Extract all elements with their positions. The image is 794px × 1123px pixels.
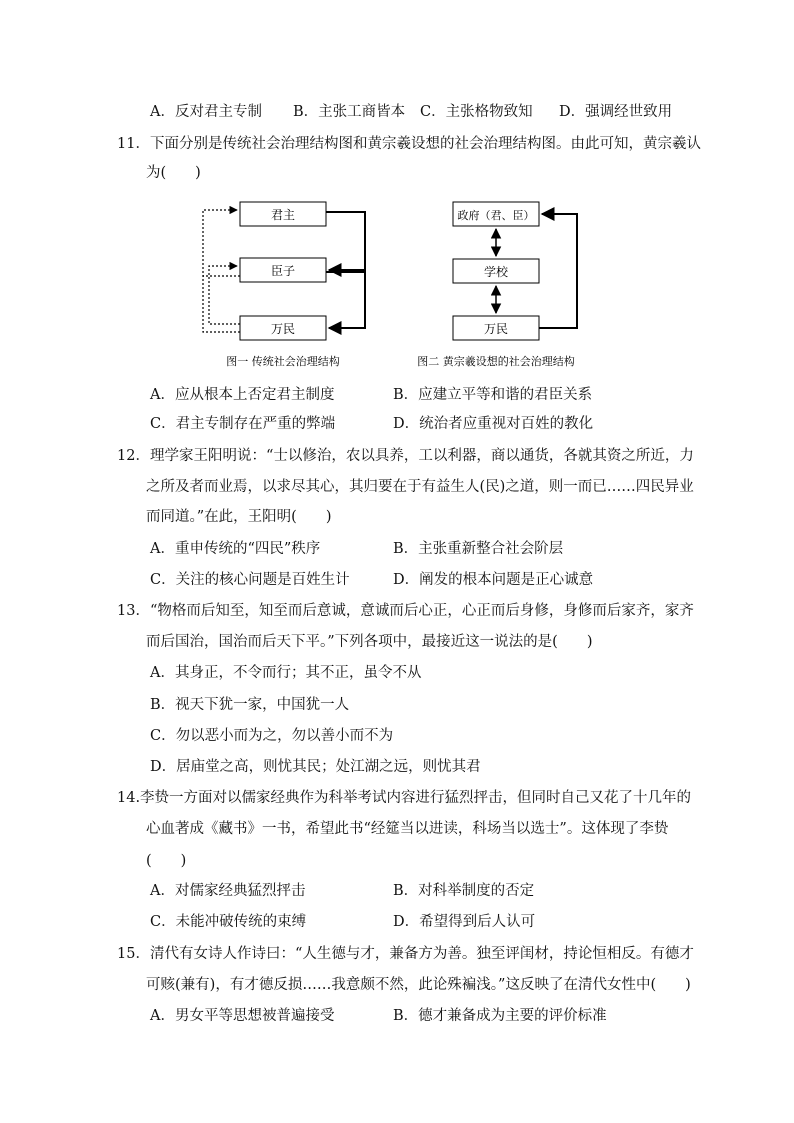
q12-option-a: A．重申传统的“四民”秩序 — [150, 541, 321, 557]
q13-option-d: D．居庙堂之高，则忧其民；处江湖之远，则忧其君 — [150, 759, 481, 775]
q12-stem-line3: 而同道。”在此，王阳明( ) — [146, 509, 332, 525]
q13-option-c: C．勿以恶小而为之，勿以善小而不为 — [150, 728, 394, 744]
q11-option-b: B．应建立平等和谐的君臣关系 — [393, 387, 593, 403]
fig2-box-government-label: 政府（君、臣） — [457, 209, 535, 222]
fig2-arrow-people-to-government — [539, 214, 577, 328]
fig1-box-monarch-label: 君主 — [270, 208, 296, 222]
q14-option-c: C．未能冲破传统的束缚 — [150, 914, 307, 930]
q14-option-a: A．对儒家经典猛烈抨击 — [150, 883, 306, 899]
q11-stem-line1: 11．下面分别是传统社会治理结构图和黄宗羲设想的社会治理结构图。由此可知，黄宗羲认 — [117, 136, 701, 152]
q10-option-d: D．强调经世致用 — [559, 104, 673, 120]
q15-stem-line1: 15．清代有女诗人作诗曰：“人生德与才，兼备方为善。独至评闺材，持论恒相反。有德才 — [117, 946, 694, 962]
q14-stem-line1: 14.李贽一方面对以儒家经典作为科举考试内容进行猛烈抨击，但同时自己又花了十几年的 — [117, 790, 692, 806]
q15-stem-line2: 可赅(兼有)，有才德反损……我意颇不然，此论殊褊浅。”这反映了在清代女性中( ) — [146, 977, 691, 993]
q11-option-c: C．君主专制存在严重的弊端 — [150, 416, 336, 432]
q15-option-b: B．德才兼备成为主要的评价标准 — [393, 1008, 607, 1024]
q11-figures — [195, 192, 595, 372]
q11-option-d: D．统治者应重视对百姓的教化 — [393, 416, 594, 432]
q13-option-b: B．视天下犹一家，中国犹一人 — [150, 697, 350, 713]
q13-option-a: A．其身正，不令而行；其不正，虽令不从 — [150, 665, 422, 681]
figure-2-huang-zongxi-structure — [417, 202, 577, 368]
q12-stem-line1: 12．理学家王阳明说：“士以修治，农以具养，工以利器，商以通货，各就其资之所近，力 — [117, 448, 694, 464]
q10-option-c: C．主张格物致知 — [420, 104, 533, 120]
q12-option-c: C．关注的核心问题是百姓生计 — [150, 572, 350, 588]
q14-option-d: D．希望得到后人认可 — [393, 914, 536, 930]
fig1-caption: 图一 传统社会治理结构 — [226, 355, 340, 368]
q14-option-b: B．对科举制度的否定 — [393, 883, 535, 899]
fig2-box-school-label: 学校 — [483, 265, 509, 279]
q13-stem-line1: 13．“物格而后知至，知至而后意诚，意诚而后心正，心正而后身修，身修而后家齐，家齐 — [117, 603, 694, 619]
q10-option-b: B．主张工商皆本 — [293, 104, 406, 120]
q12-stem-line2: 之所及者而业焉，以求尽其心，其归要在于有益生人(民)之道，则一而已……四民异业 — [146, 479, 694, 495]
fig1-box-people-label: 万民 — [270, 322, 296, 336]
fig1-dotted-arrow-people-to-ministers — [209, 266, 240, 324]
fig1-box-ministers-label: 臣子 — [270, 264, 296, 278]
q15-option-a: A．男女平等思想被普遍接受 — [150, 1008, 335, 1024]
q14-stem-line3: ( ) — [146, 853, 187, 869]
q12-option-b: B．主张重新整合社会阶层 — [393, 541, 564, 557]
fig2-caption: 图二 黄宗羲设想的社会治理结构 — [417, 355, 575, 368]
q10-option-a: A．反对君主专制 — [150, 104, 262, 120]
figure-1-traditional-structure — [203, 202, 365, 368]
fig1-arrow-monarch-to-ministers — [326, 212, 365, 270]
q14-stem-line2: 心血著成《藏书》一书，希望此书“经筵当以进读，科场当以选士”。这体现了李贽 — [146, 821, 669, 837]
q11-stem-line2: 为( ) — [146, 165, 201, 181]
q11-option-a: A．应从根本上否定君主制度 — [150, 387, 335, 403]
fig2-box-people-label: 万民 — [483, 322, 509, 336]
fig1-arrow-ministers-to-people — [326, 272, 365, 328]
q13-stem-line2: 而后国治，国治而后天下平。”下列各项中，最接近这一说法的是( ) — [146, 634, 593, 650]
q12-option-d: D．阐发的根本问题是正心诚意 — [393, 572, 594, 588]
